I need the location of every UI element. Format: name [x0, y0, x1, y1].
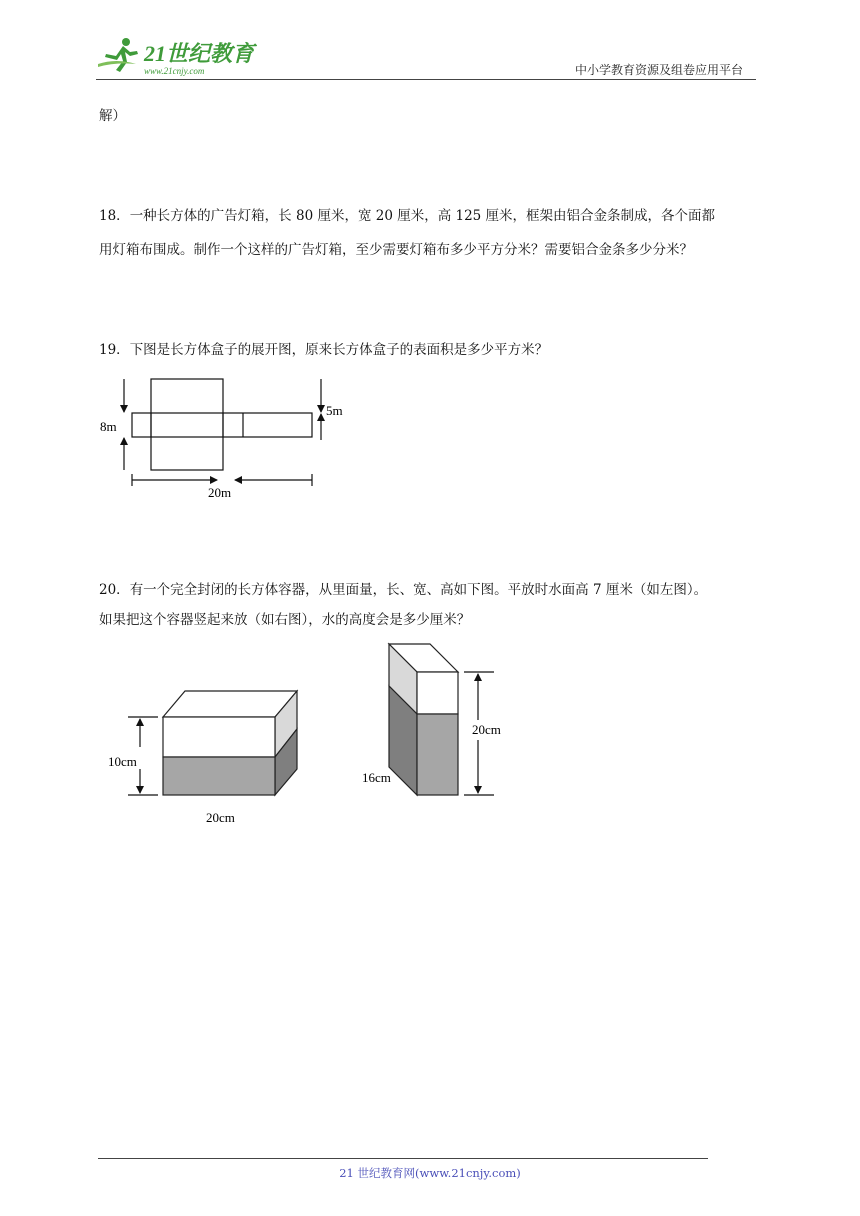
header-slogan: 中小学教育资源及组卷应用平台 [575, 63, 744, 77]
continuation-text: 解） [99, 108, 126, 124]
flat-front-empty [163, 717, 275, 757]
container-flat-figure [100, 685, 310, 830]
label-16cm: 16cm [362, 770, 391, 785]
site-logo [96, 34, 266, 80]
question-18-line-1 [99, 201, 715, 231]
logo-url-text: www.21cnjy.com [144, 66, 205, 76]
question-18-line-2: 用灯箱布围成。制作一个这样的广告灯箱，至少需要灯箱布多少平方分米？需要铝合金条多少分米？ [99, 242, 693, 258]
box-net-figure [96, 370, 366, 505]
runner-icon [98, 38, 138, 72]
question-19-number: 19． [99, 342, 130, 358]
flat-top-face [163, 691, 297, 717]
question-20-text-1: 有一个完全封闭的长方体容器，从里面量，长、宽、高如下图。平放时水面高 7 厘米（如左图）。 [129, 582, 708, 598]
question-19-text: 下图是长方体盒子的展开图，原来长方体盒子的表面积是多少平方米？ [129, 342, 549, 358]
question-18-number: 18． [99, 208, 130, 224]
question-20-line-2: 如果把这个容器竖起来放（如右图），水的高度会是多少厘米？ [99, 612, 471, 628]
label-20m: 20m [208, 485, 232, 500]
net-side-strip [132, 413, 312, 437]
logo-graphic [96, 34, 266, 80]
label-20cm-height: 20cm [472, 722, 501, 737]
label-8m: 8m [100, 419, 117, 434]
logo-brand-text: 21世纪教育 [144, 41, 255, 66]
footer-link[interactable]: 21 世纪教育网(www.21cnjy.com) [339, 1166, 521, 1180]
label-20cm-length: 20cm [206, 810, 235, 825]
header-divider [96, 79, 756, 80]
flat-front-water [163, 757, 275, 795]
question-20-number: 20． [99, 582, 130, 598]
net-top-bottom-faces [151, 379, 223, 470]
question-19-line-1 [99, 335, 548, 365]
standing-front-water [417, 714, 458, 795]
footer-divider [98, 1158, 708, 1159]
question-18-text-1: 一种长方体的广告灯箱，长 80 厘米，宽 20 厘米，高 125 厘米，框架由铝合金条制成，各个面都 [129, 208, 716, 224]
label-10cm: 10cm [108, 754, 137, 769]
label-5m: 5m [326, 403, 343, 418]
question-20-line-1 [99, 575, 707, 605]
container-standing-figure [360, 638, 520, 803]
standing-front-empty [417, 672, 458, 714]
